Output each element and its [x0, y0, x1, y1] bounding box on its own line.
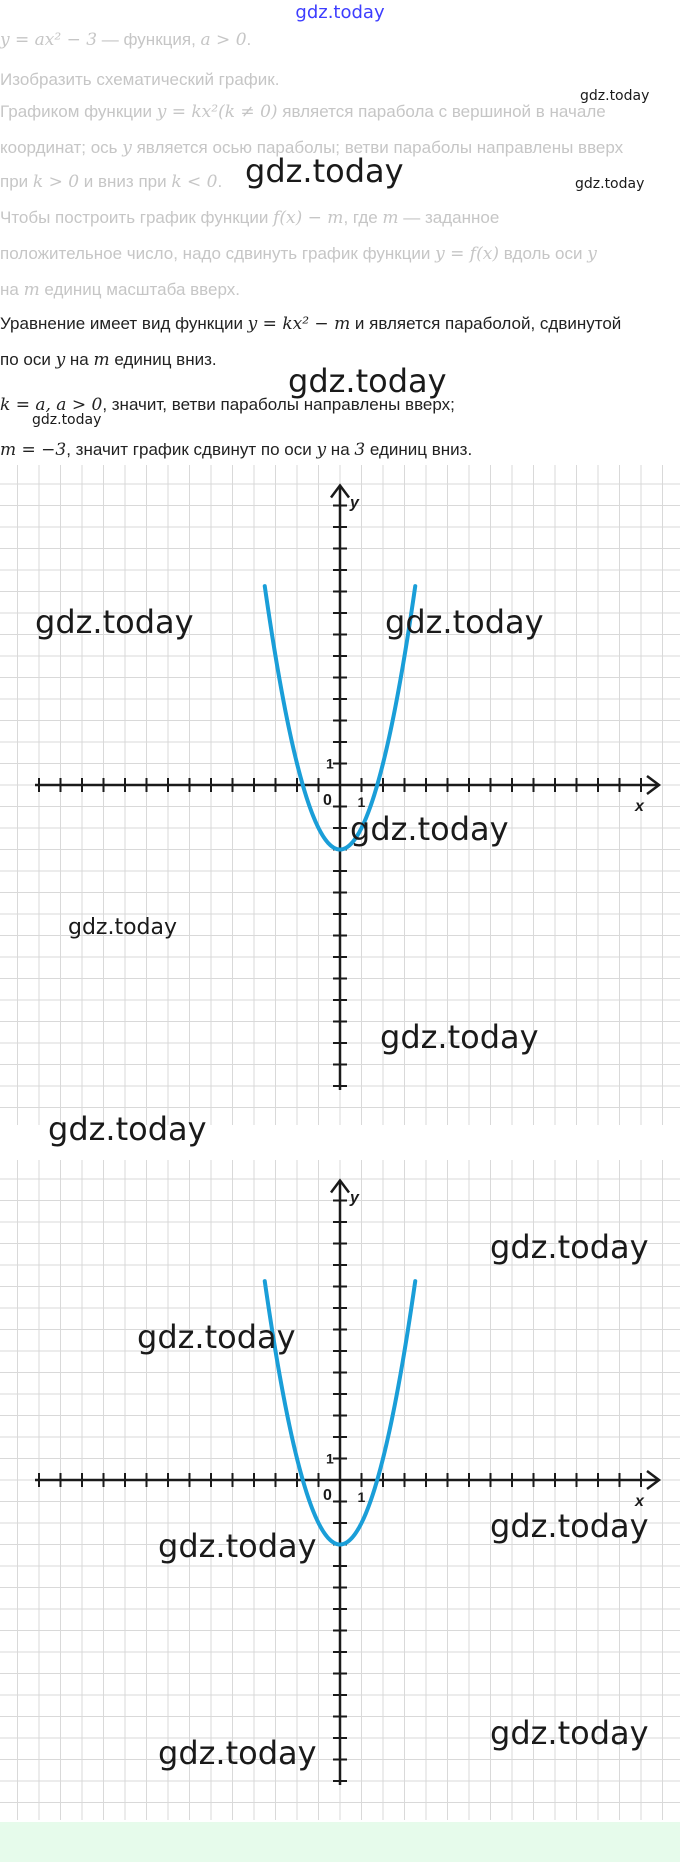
watermark: gdz.today — [580, 88, 650, 104]
bottom-bar — [0, 1822, 680, 1862]
parabola-graph-1 — [0, 465, 680, 1125]
watermark: gdz.today — [490, 1507, 649, 1545]
watermark: gdz.today — [245, 152, 404, 190]
y-axis-label: y — [350, 494, 359, 512]
text-line-solution-3: k = a, a > 0, значит, ветви параболы направлены вверх; — [0, 395, 455, 415]
text-line-solution-2: по оси y на m единиц вниз. — [0, 350, 217, 370]
watermark: gdz.today — [32, 412, 102, 428]
watermark: gdz.today — [575, 176, 645, 192]
x-axis-label: x — [635, 1493, 644, 1510]
watermark: gdz.today — [158, 1734, 317, 1772]
watermark: gdz.today — [350, 810, 509, 848]
watermark: gdz.today — [380, 1018, 539, 1056]
text-line-function-definition: y = ax² − 3 — функция, a > 0. — [0, 30, 252, 50]
text-line-task: Изобразить схематический график. — [0, 70, 280, 89]
x-axis-label: x — [635, 798, 644, 815]
y-unit-label: 1 — [326, 755, 334, 772]
text-line-theory-4: Чтобы построить график функции f(x) − m, где m — заданное — [0, 208, 500, 228]
watermark: gdz.today — [490, 1714, 649, 1752]
text-line-theory-3: при k > 0 и вниз при k < 0. — [0, 172, 223, 192]
x-unit-label: 1 — [357, 794, 366, 810]
origin-label: 0 — [323, 792, 332, 809]
y-unit-label: 1 — [326, 1450, 334, 1467]
text-line-solution-4: m = −3, значит график сдвинут по оси y на 3 единиц вниз. — [0, 440, 473, 460]
graph-svg — [0, 465, 680, 1125]
watermark: gdz.today — [137, 1318, 296, 1356]
watermark: gdz.today — [158, 1527, 317, 1565]
text-line-theory-2: координат; ось y является осью параболы; ветви параболы направлены вверх — [0, 138, 624, 158]
watermark: gdz.today — [288, 362, 447, 400]
watermark: gdz.today — [35, 603, 194, 641]
graph-svg — [0, 1160, 680, 1820]
watermark: gdz.today — [385, 603, 544, 641]
x-unit-label: 1 — [357, 1489, 366, 1505]
text-line-theory-1: Графиком функции y = kx²(k ≠ 0) является парабола с вершиной в начале — [0, 102, 606, 122]
text-line-theory-6: на m единиц масштаба вверх. — [0, 280, 240, 300]
parabola-graph-2 — [0, 1160, 680, 1820]
y-axis-label: y — [350, 1189, 359, 1207]
watermark: gdz.today — [68, 915, 178, 940]
origin-label: 0 — [323, 1487, 332, 1504]
text-line-theory-5: положительное число, надо сдвинуть график функции y = f(x) вдоль оси y — [0, 244, 597, 264]
watermark: gdz.today — [48, 1110, 207, 1148]
watermark: gdz.today — [490, 1228, 649, 1266]
text-line-solution-1: Уравнение имеет вид функции y = kx² − m и является параболой, сдвинутой — [0, 314, 622, 334]
site-title[interactable]: gdz.today — [295, 2, 385, 23]
